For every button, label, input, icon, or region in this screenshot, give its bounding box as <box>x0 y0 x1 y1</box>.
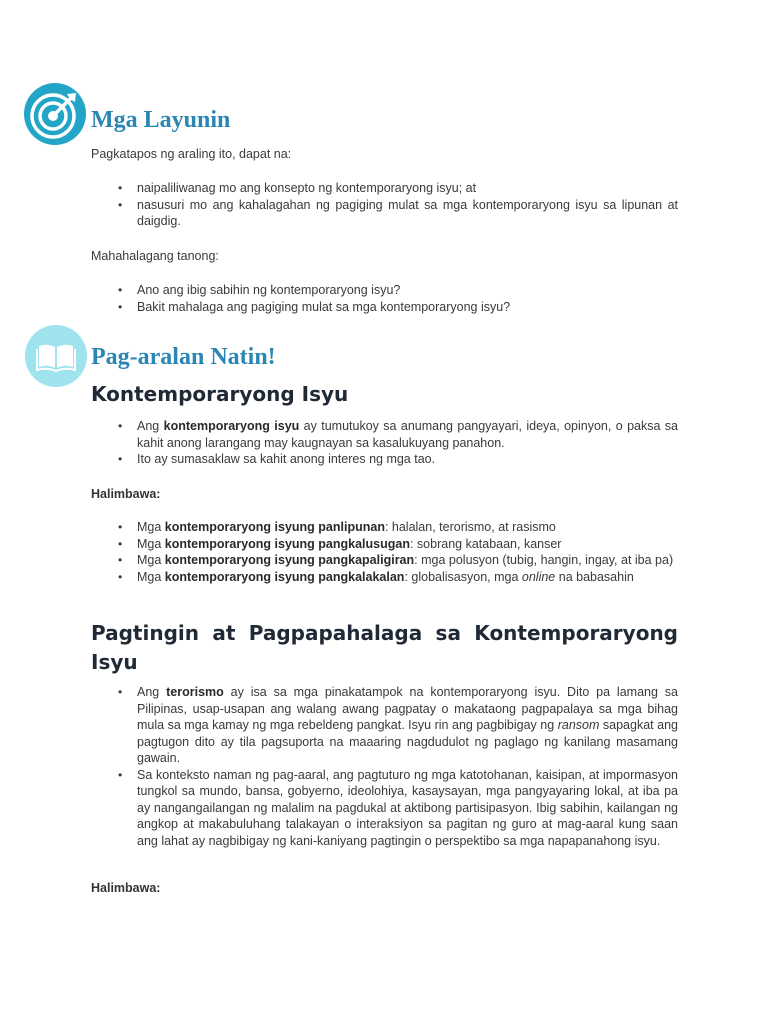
list-item: • Mga kontemporaryong isyung pangkapaligiran: mga polusyon (tubig, hangin, ingay, at iba pa) <box>91 552 678 569</box>
examples-label: Halimbawa: <box>91 487 161 501</box>
list-item: • Sa konteksto naman ng pag-aaral, ang pagtuturo ng mga katotohanan, kaisipan, at impormasyon tungkol sa mundo, bansa, gobyerno, ideolohiya, kasaysayan, mga pangyayaring lokal, at iba pa ay nangangailangan ng malalim na pagdukal at aktibong partisipasyon. Ibig sabihin, kailangan ng angkop at makabuluhang talakayan o interaksiyon sa pagitan ng guro at mag-aaral kung saan ang lahat ay nagbibigay ng kani-kaniyang pagtingin o perspektibo sa mga napapanahong isyu. <box>91 767 678 850</box>
definition-list <box>91 418 678 468</box>
list-item: • Mga kontemporaryong isyung pangkalusugan: sobrang katabaan, kanser <box>91 536 678 553</box>
list-item: • Ang terorismo ay isa sa mga pinakatampok na kontemporaryong isyu. Dito pa lamang sa Pilipinas, usap-usapan ang walang awang pagpatay o makataong pagpapalaya sa mga bihag mula sa mga kamay ng mga rebeldeng pangkat. Isyu rin ang pagbibigay ng ransom sapagkat ang pagtugon dito ay tila pagsuporta na maaaring nagdudulot ng paglago ng kanilang masamang gawain. <box>91 684 678 767</box>
intro-text: Pagkatapos ng araling ito, dapat na: <box>91 147 292 161</box>
questions-list <box>91 282 678 315</box>
list-item: • nasusuri mo ang kahalagahan ng pagiging mulat sa mga kontemporaryong isyu sa lipunan at daigdig. <box>91 197 678 230</box>
list-item: • Bakit mahalaga ang pagiging mulat sa mga kontemporaryong isyu? <box>91 299 678 316</box>
book-icon <box>25 325 87 387</box>
examples-label-2: Halimbawa: <box>91 881 161 895</box>
list-item: • Mga kontemporaryong isyung pangkalakalan: globalisasyon, mga online na babasahin <box>91 569 678 586</box>
section-heading-pag-aralan: Pag-aralan Natin! <box>91 344 276 370</box>
subheading-pagtingin: Pagtingin at Pagpapahalaga sa Kontemporaryong Isyu <box>91 621 678 674</box>
section-heading-layunin: Mga Layunin <box>91 107 231 133</box>
subheading-kontemporaryong-isyu: Kontemporaryong Isyu <box>91 382 349 406</box>
list-item: • Mga kontemporaryong isyung panlipunan: halalan, terorismo, at rasismo <box>91 519 678 536</box>
list-item: • Ano ang ibig sabihin ng kontemporaryong isyu? <box>91 282 678 299</box>
list-item: • Ang kontemporaryong isyu ay tumutukoy sa anumang pangyayari, ideya, opinyon, o paksa sa kahit anong larangang may kaugnayan sa kasalukuyang panahon. <box>91 418 678 451</box>
objectives-list <box>91 180 678 230</box>
list-item: • naipaliliwanag mo ang konsepto ng kontemporaryong isyu; at <box>91 180 678 197</box>
questions-label: Mahahalagang tanong: <box>91 249 219 263</box>
discussion-list <box>91 684 678 849</box>
list-item: • Ito ay sumasaklaw sa kahit anong interes ng mga tao. <box>91 451 678 468</box>
examples-list <box>91 519 678 585</box>
target-icon <box>23 82 87 146</box>
